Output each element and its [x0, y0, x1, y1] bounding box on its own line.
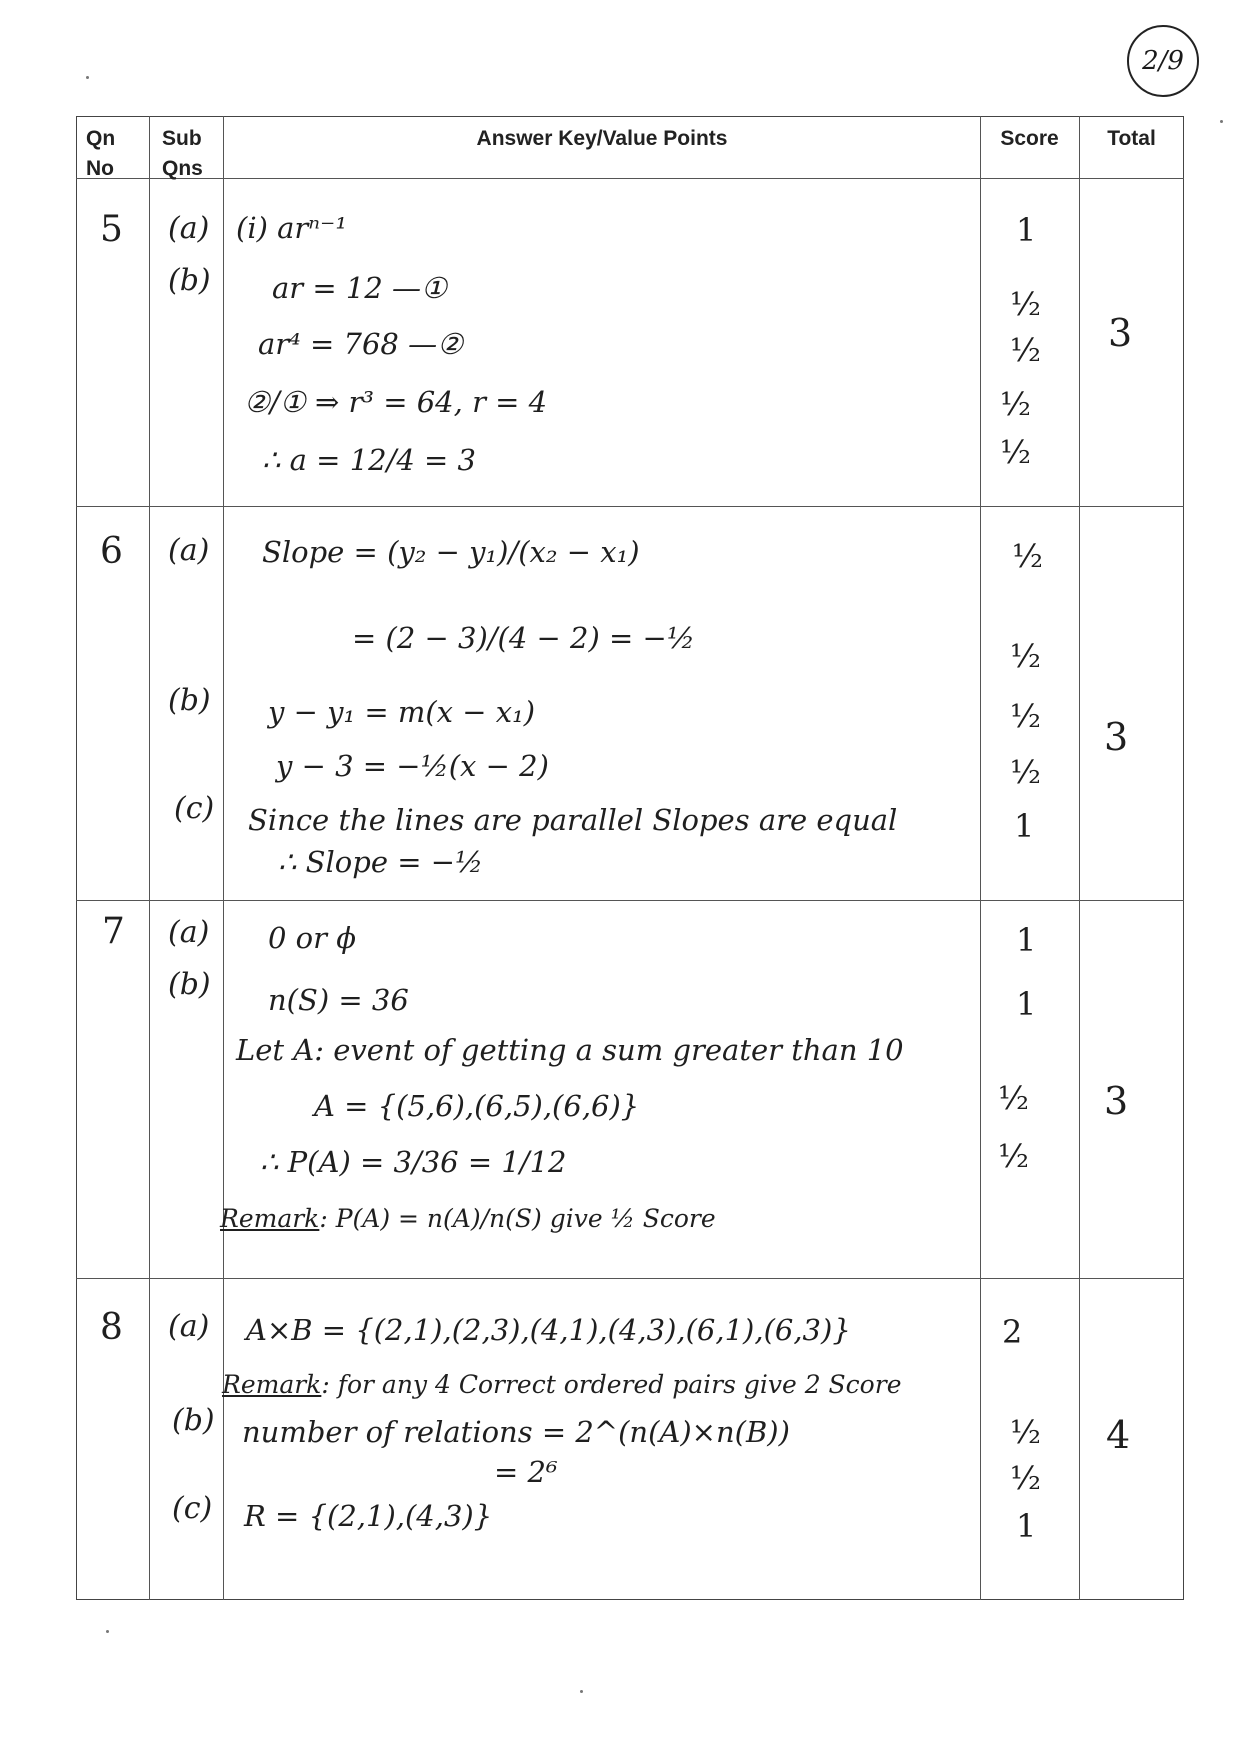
score-6: ½ — [1012, 537, 1044, 575]
score-5: ½ — [1000, 385, 1032, 423]
answer-5-line: ∴ a = 12/4 = 3 — [262, 443, 477, 477]
remark-7 — [220, 1206, 716, 1231]
row-divider — [76, 900, 1184, 901]
total-7: 3 — [1104, 1079, 1129, 1123]
answer-5-line: (i) arⁿ⁻¹ — [236, 211, 347, 245]
score-8: ½ — [1010, 1413, 1042, 1451]
question-number-5: 5 — [100, 209, 123, 250]
answer-6-line: Since the lines are parallel Slopes are equal — [248, 803, 898, 837]
sub-question-8c: (c) — [172, 1491, 213, 1526]
score-7: ½ — [998, 1079, 1030, 1117]
score-8: ½ — [1010, 1459, 1042, 1497]
score-6: ½ — [1010, 697, 1042, 735]
header-qn-no: Qn No — [86, 127, 116, 180]
header-score: Score — [1000, 127, 1059, 150]
sub-question-6a: (a) — [168, 533, 210, 568]
column-divider — [1079, 116, 1080, 1600]
row-divider — [76, 1278, 1184, 1279]
answer-6-line: Slope = (y₂ − y₁)/(x₂ − x₁) — [262, 535, 640, 569]
question-number-8: 8 — [100, 1307, 123, 1348]
answer-5-line: ar⁴ = 768 —② — [258, 327, 464, 361]
remark-8 — [222, 1372, 901, 1397]
total-5: 3 — [1108, 311, 1133, 355]
answer-7-line: Let A: event of getting a sum greater than 10 — [236, 1033, 904, 1067]
answer-7-line: n(S) = 36 — [268, 983, 409, 1017]
answer-8-line: = 2⁶ — [494, 1455, 558, 1489]
sub-question-5a: (a) — [168, 211, 210, 246]
total-6: 3 — [1104, 715, 1129, 759]
scan-speck — [1220, 120, 1223, 123]
answer-7-line: A = {(5,6),(6,5),(6,6)} — [314, 1089, 640, 1123]
score-8: 2 — [1002, 1313, 1023, 1351]
remark-text: : for any 4 Correct ordered pairs give 2 Score — [321, 1370, 902, 1399]
answer-5-line: ar = 12 —① — [272, 271, 448, 305]
sub-question-7b: (b) — [168, 967, 211, 1002]
header-total: Total — [1107, 127, 1156, 150]
score-6: ½ — [1010, 753, 1042, 791]
question-number-7: 7 — [102, 911, 125, 952]
header-sub-qns: Sub Qns — [162, 127, 203, 180]
score-7: 1 — [1016, 921, 1037, 959]
column-divider — [980, 116, 981, 1600]
remark-label: Remark — [220, 1204, 320, 1233]
score-7: ½ — [998, 1137, 1030, 1175]
total-8: 4 — [1106, 1413, 1131, 1457]
remark-text: : P(A) = n(A)/n(S) give ½ Score — [319, 1204, 716, 1233]
answer-8-line: R = {(2,1),(4,3)} — [244, 1499, 493, 1533]
answer-8-line: A×B = {(2,1),(2,3),(4,1),(4,3),(6,1),(6,3)} — [246, 1313, 851, 1347]
sub-question-8b: (b) — [172, 1403, 215, 1438]
answer-6-line: y − y₁ = m(x − x₁) — [268, 695, 536, 729]
score-6: 1 — [1014, 807, 1035, 845]
sub-question-6c: (c) — [174, 791, 215, 826]
column-divider — [149, 116, 150, 1600]
score-5: 1 — [1016, 211, 1037, 249]
header-answer-key: Answer Key/Value Points — [476, 127, 728, 150]
score-6: ½ — [1010, 637, 1042, 675]
answer-key-table — [76, 116, 1184, 1600]
score-7: 1 — [1016, 985, 1037, 1023]
header-divider — [76, 178, 1184, 179]
score-5: ½ — [1010, 285, 1042, 323]
answer-6-line: y − 3 = −½(x − 2) — [276, 749, 549, 783]
sub-question-7a: (a) — [168, 915, 210, 950]
answer-6-line: = (2 − 3)/(4 − 2) = −½ — [352, 621, 695, 655]
answer-8-line: number of relations = 2^(n(A)×n(B)) — [242, 1415, 790, 1449]
answer-7-line: 0 or ϕ — [268, 921, 356, 955]
scan-speck — [580, 1690, 583, 1693]
score-8: 1 — [1016, 1507, 1037, 1545]
score-5: ½ — [1000, 433, 1032, 471]
scan-speck — [86, 76, 89, 79]
sub-question-8a: (a) — [168, 1309, 210, 1344]
answer-5-line: ②/① ⇒ r³ = 64, r = 4 — [244, 385, 548, 419]
page-number: 2/9 — [1127, 25, 1199, 97]
sub-question-6b: (b) — [168, 683, 211, 718]
remark-label: Remark — [222, 1370, 322, 1399]
sub-question-5b: (b) — [168, 263, 211, 298]
answer-7-line: ∴ P(A) = 3/36 = 1/12 — [260, 1145, 567, 1179]
score-5: ½ — [1010, 331, 1042, 369]
answer-6-line: ∴ Slope = −½ — [278, 845, 484, 879]
row-divider — [76, 506, 1184, 507]
question-number-6: 6 — [100, 531, 123, 572]
scan-speck — [106, 1630, 109, 1633]
